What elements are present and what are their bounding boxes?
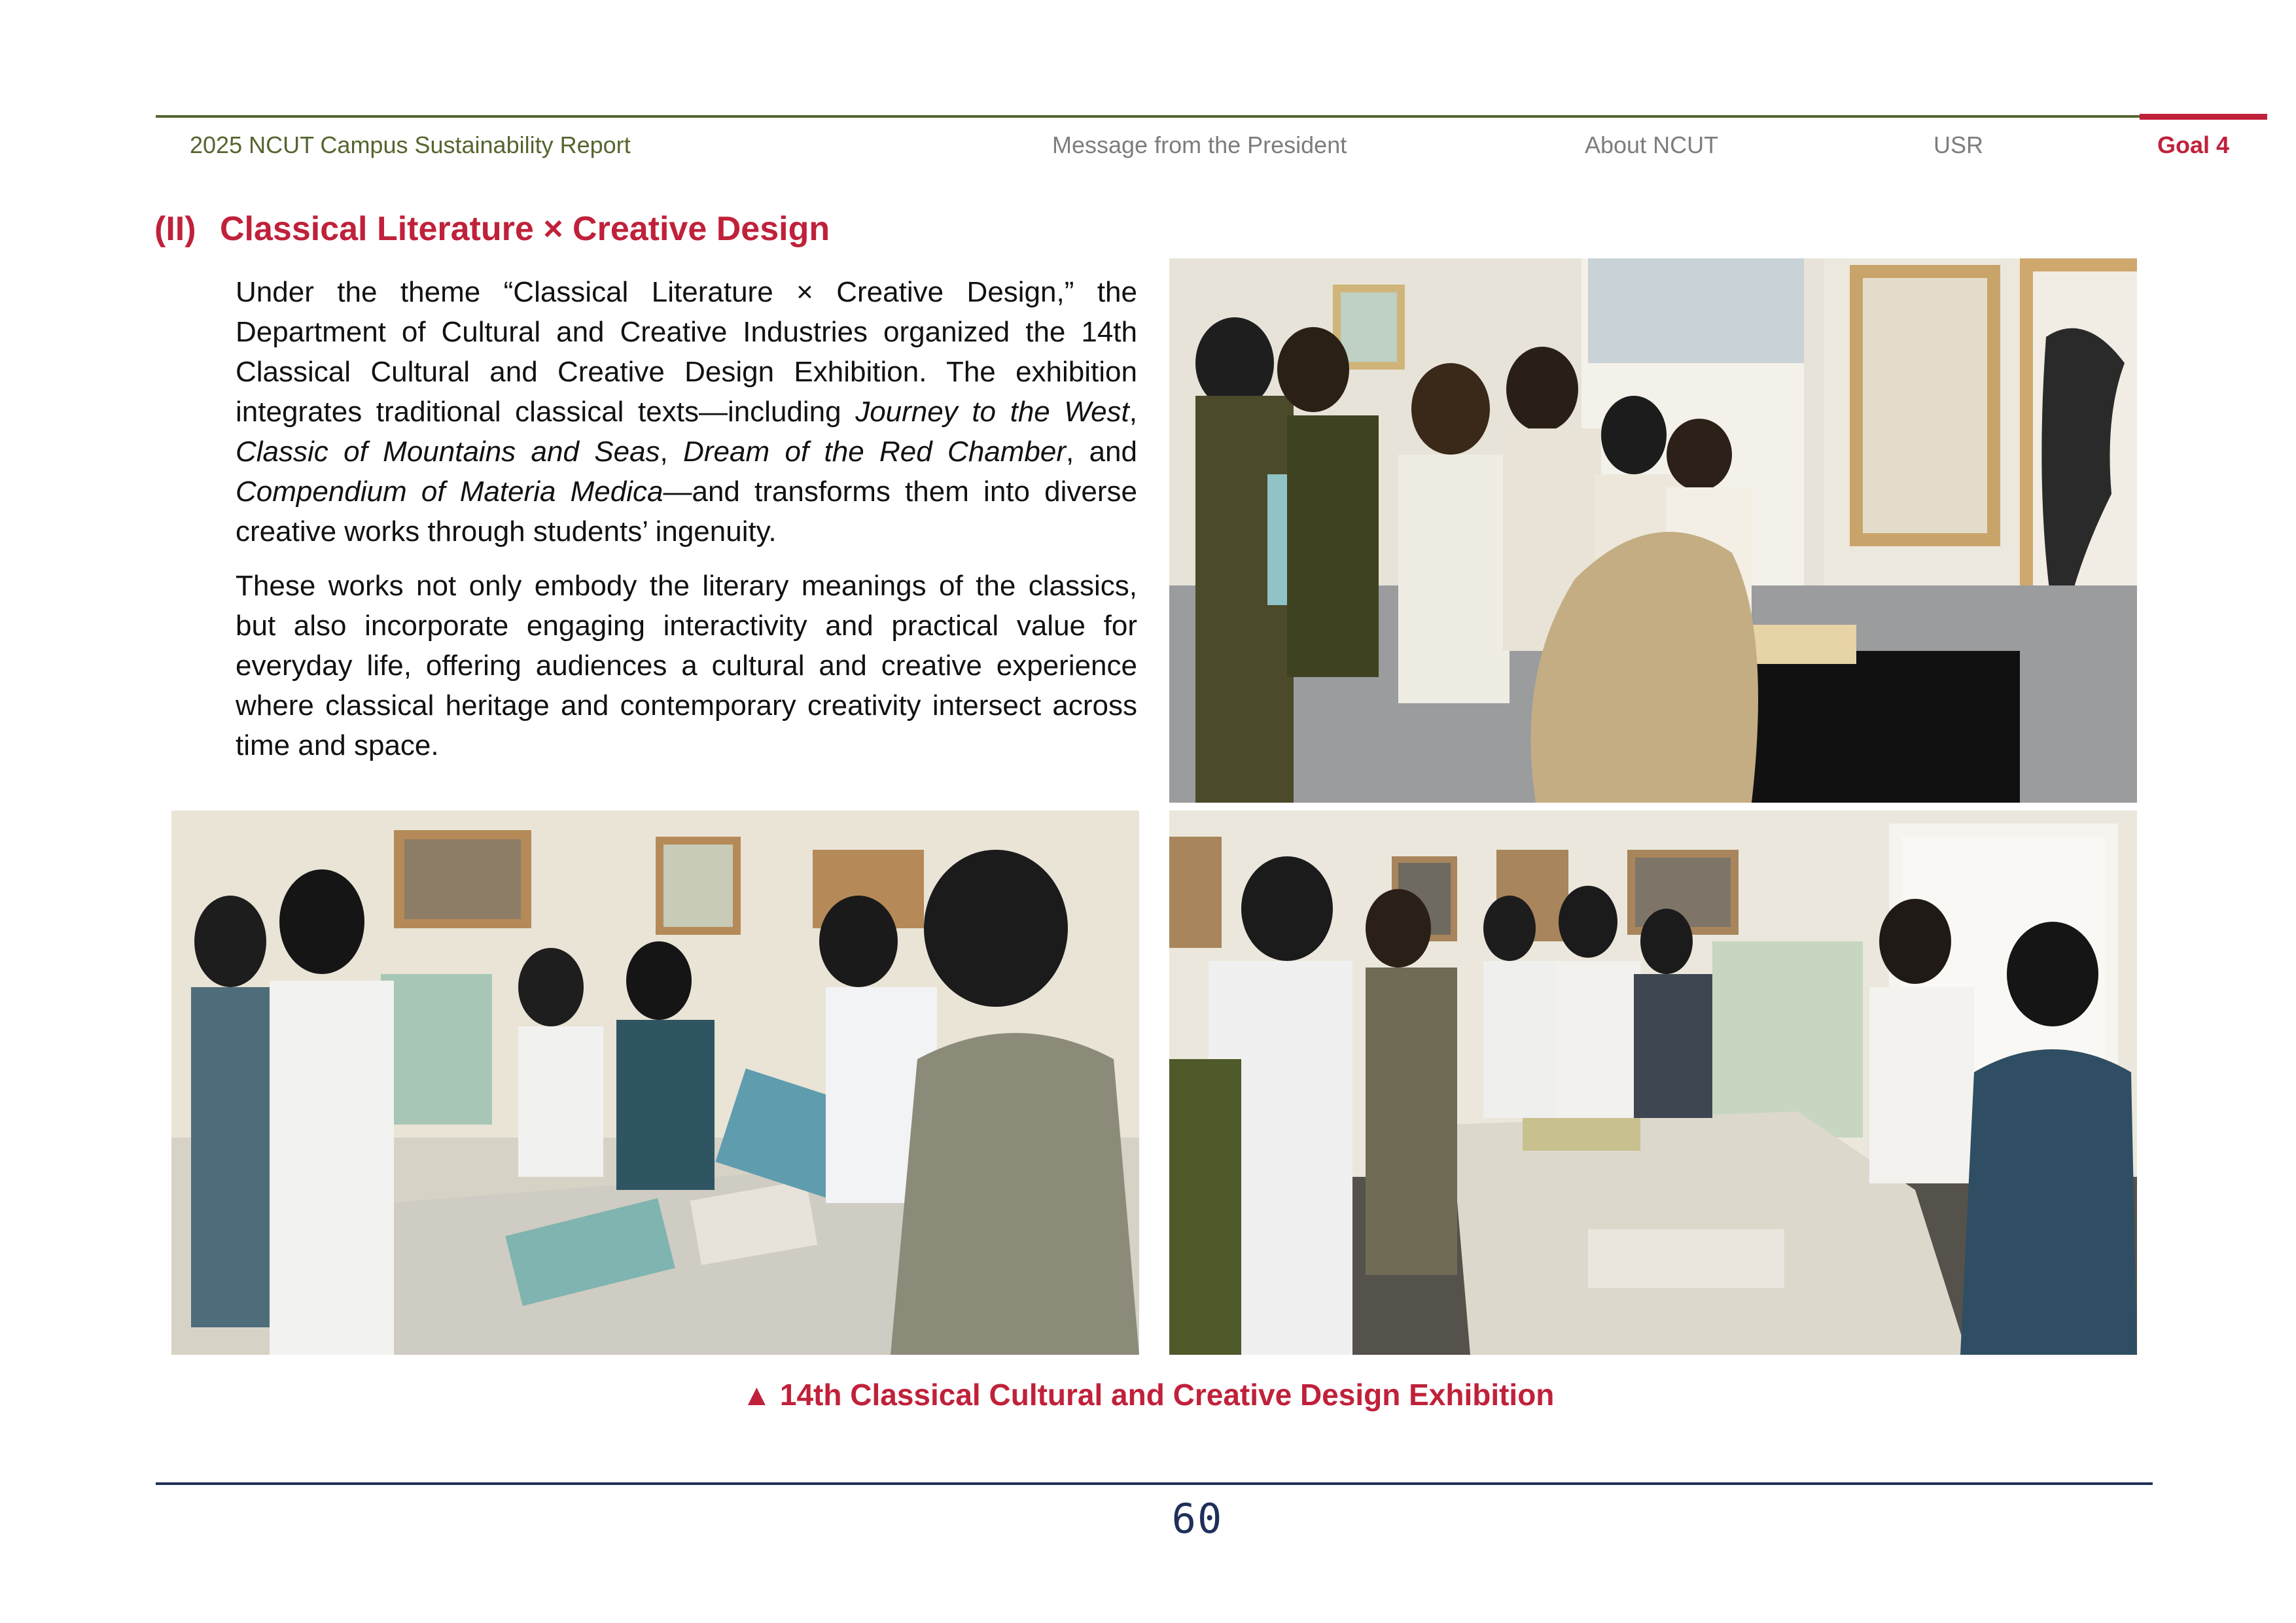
section-heading <box>154 208 830 250</box>
page-number: 60 <box>1171 1495 1224 1543</box>
figure-caption <box>0 1375 2296 1414</box>
caption-text: 14th Classical Cultural and Creative Design Exhibition <box>779 1378 1555 1412</box>
section-number: (II) <box>154 210 196 248</box>
paragraph-1: Under the theme “Classical Literature × Creative Design,” the Department of Cultural and Creative Industries organized the 14th Classical Cultural and Creative Design Exhibition. The exhibition integrates traditional classical texts—including Journey to the West, Classic of Mountains and Seas, Dream of the Red Chamber, and Compendium of Materia Medica—and transforms them into diverse creative works through students’ ingenuity. <box>236 276 1138 548</box>
exhibition-photo-table-display <box>171 811 1139 1355</box>
work-title: Classic of Mountains and Seas <box>236 436 660 468</box>
paragraph-2: These works not only embody the literary meanings of the classics, but also incorporate engaging interactivity and practical value for everyday life, offering audiences a cultural and creative experience where classical heritage and contemporary creativity intersect across time and space. <box>236 570 1137 761</box>
nav-goal-4[interactable]: Goal 4 <box>2157 131 2230 158</box>
report-title: 2025 NCUT Campus Sustainability Report <box>190 131 631 158</box>
exhibition-photo-gallery <box>1169 258 2137 803</box>
nav-about-ncut[interactable]: About NCUT <box>1585 131 1719 158</box>
exhibition-photo-room <box>1169 811 2137 1355</box>
active-section-indicator <box>2140 114 2267 120</box>
nav-usr[interactable]: USR <box>1934 131 1984 158</box>
work-title: Compendium of Materia Medica <box>236 476 663 508</box>
nav-message-from-president[interactable]: Message from the President <box>1052 131 1347 158</box>
work-title: Dream of the Red Chamber <box>683 436 1067 468</box>
section-title: Classical Literature × Creative Design <box>220 210 830 248</box>
work-title: Journey to the West <box>855 396 1129 428</box>
footer-divider <box>156 1482 2153 1485</box>
header-divider <box>156 115 2140 118</box>
caption-triangle-icon: ▲ <box>741 1378 772 1412</box>
body-text <box>236 272 1137 780</box>
